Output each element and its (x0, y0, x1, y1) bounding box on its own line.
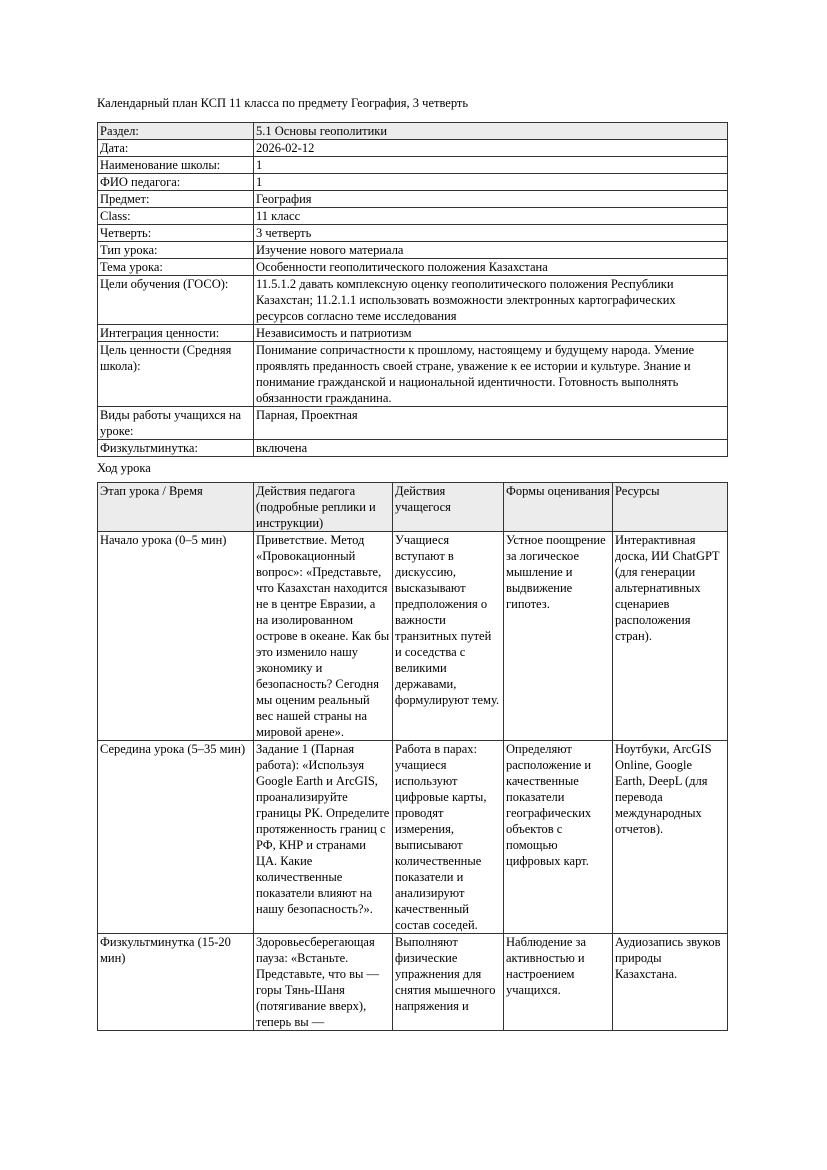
lesson-info-table (97, 122, 728, 457)
student-actions-cell: Учащиеся вступают в дискуссию, высказывают предположения о важности транзитных путей и соседства с великими державами, формулируют тему. (393, 532, 504, 741)
info-label: Предмет: (98, 191, 254, 208)
info-value: 11 класс (254, 208, 728, 225)
lesson-row-middle (98, 741, 728, 934)
info-value: Парная, Проектная (254, 407, 728, 440)
info-value: 3 четверть (254, 225, 728, 242)
info-label: Тема урока: (98, 259, 254, 276)
info-value: Понимание сопричастности к прошлому, настоящему и будущему народа. Умение проявлять преданность своей стране, уважение к ее истории и культуре. Знание и понимание гражданской и национальной идентичности. Готовность выполнять обязанности гражданина. (254, 342, 728, 407)
info-label: Тип урока: (98, 242, 254, 259)
info-row-lesson-topic (98, 259, 728, 276)
stage-cell: Начало урока (0–5 мин) (98, 532, 254, 741)
info-row-class (98, 208, 728, 225)
info-row-values-integration (98, 325, 728, 342)
info-row-date (98, 140, 728, 157)
info-row-learning-goals (98, 276, 728, 325)
resources-cell: Интерактивная доска, ИИ ChatGPT (для генерации альтернативных сценариев расположения стран). (613, 532, 728, 741)
info-label: Наименование школы: (98, 157, 254, 174)
teacher-actions-text: Здоровьесберегающая пауза: «Встаньте. Представьте, что вы — горы Тянь-Шаня (потягивание вверх), теперь вы — (256, 935, 380, 1029)
lesson-header-row (98, 483, 728, 532)
info-label: Цели обучения (ГОСО): (98, 276, 254, 325)
lesson-row-start (98, 532, 728, 741)
column-header-stage: Этап урока / Время (98, 483, 254, 532)
info-label: ФИО педагога: (98, 174, 254, 191)
assessment-text: Наблюдение за активностью и настроением учащихся. (506, 935, 587, 997)
student-actions-text: Выполняют физические упражнения для снятия мышечного напряжения и (395, 935, 496, 1013)
teacher-actions-cell: Приветствие. Метод «Провокационный вопрос»: «Представьте, что Казахстан находится не в центре Евразии, а на изолированном острове в океане. Как бы это изменило нашу экономику и безопасность? Сегодня мы оценим реальный вес нашей страны на мировой арене». (254, 532, 393, 741)
page-content (97, 95, 728, 1031)
lesson-flow-table (97, 482, 728, 1031)
info-label: Интеграция ценности: (98, 325, 254, 342)
column-header-student-actions: Действия учащегося (393, 483, 504, 532)
teacher-actions-cell: Задание 1 (Парная работа): «Используя Google Earth и ArcGIS, проанализируйте границы РК. Определите протяженность границ с РФ, КНР и странами ЦА. Какие количественные показатели влияют на нашу безопасность?». (254, 741, 393, 934)
info-label: Четверть: (98, 225, 254, 242)
info-label: Цель ценности (Средняя школа): (98, 342, 254, 407)
student-actions-cell (393, 934, 504, 1031)
info-label: Class: (98, 208, 254, 225)
info-label: Виды работы учащихся на уроке: (98, 407, 254, 440)
info-value: 2026-02-12 (254, 140, 728, 157)
stage-text: Физкультминутка (15-20 мин) (100, 935, 231, 965)
student-actions-cell: Работа в парах: учащиеся используют цифровые карты, проводят измерения, выписывают количественные показатели и анализируют качественный состав соседей. (393, 741, 504, 934)
document-title: Календарный план КСП 11 класса по предмету География, 3 четверть (97, 96, 469, 110)
info-row-teacher (98, 174, 728, 191)
stage-cell: Середина урока (5–35 мин) (98, 741, 254, 934)
info-value: Изучение нового материала (254, 242, 728, 259)
info-value: 11.5.1.2 давать комплексную оценку геополитического положения Республики Казахстан; 11.2.1.1 использовать возможности электронных картографических ресурсов согласно теме исследования (254, 276, 728, 325)
column-header-teacher-actions: Действия педагога (подробные реплики и инструкции) (254, 483, 393, 532)
lesson-row-phys-minute (98, 934, 728, 1031)
column-header-resources: Ресурсы (613, 483, 728, 532)
resources-text: Аудиозапись звуков природы Казахстана. (615, 935, 721, 981)
info-value: включена (254, 440, 728, 457)
info-row-subject (98, 191, 728, 208)
info-value: География (254, 191, 728, 208)
info-value: Независимость и патриотизм (254, 325, 728, 342)
assessment-cell: Определяют расположение и качественные показатели географических объектов с помощью цифровых карт. (504, 741, 613, 934)
info-row-phys-minute (98, 440, 728, 457)
info-row-section (98, 123, 728, 140)
resources-cell: Ноутбуки, ArcGIS Online, Google Earth, DeepL (для перевода международных отчетов). (613, 741, 728, 934)
info-row-quarter (98, 225, 728, 242)
info-value: 5.1 Основы геополитики (254, 123, 728, 140)
column-header-assessment: Формы оценивания (504, 483, 613, 532)
assessment-cell (504, 934, 613, 1031)
info-value: 1 (254, 157, 728, 174)
info-row-work-types (98, 407, 728, 440)
info-value: Особенности геополитического положения Казахстана (254, 259, 728, 276)
section-heading: Ход урока (97, 461, 151, 475)
stage-cell (98, 934, 254, 1031)
assessment-cell: Устное поощрение за логическое мышление и выдвижение гипотез. (504, 532, 613, 741)
teacher-actions-cell (254, 934, 393, 1031)
info-label: Раздел: (98, 123, 254, 140)
info-label: Дата: (98, 140, 254, 157)
resources-cell (613, 934, 728, 1031)
info-row-lesson-type (98, 242, 728, 259)
info-row-values-goal (98, 342, 728, 407)
info-row-school (98, 157, 728, 174)
info-label: Физкультминутка: (98, 440, 254, 457)
info-value: 1 (254, 174, 728, 191)
